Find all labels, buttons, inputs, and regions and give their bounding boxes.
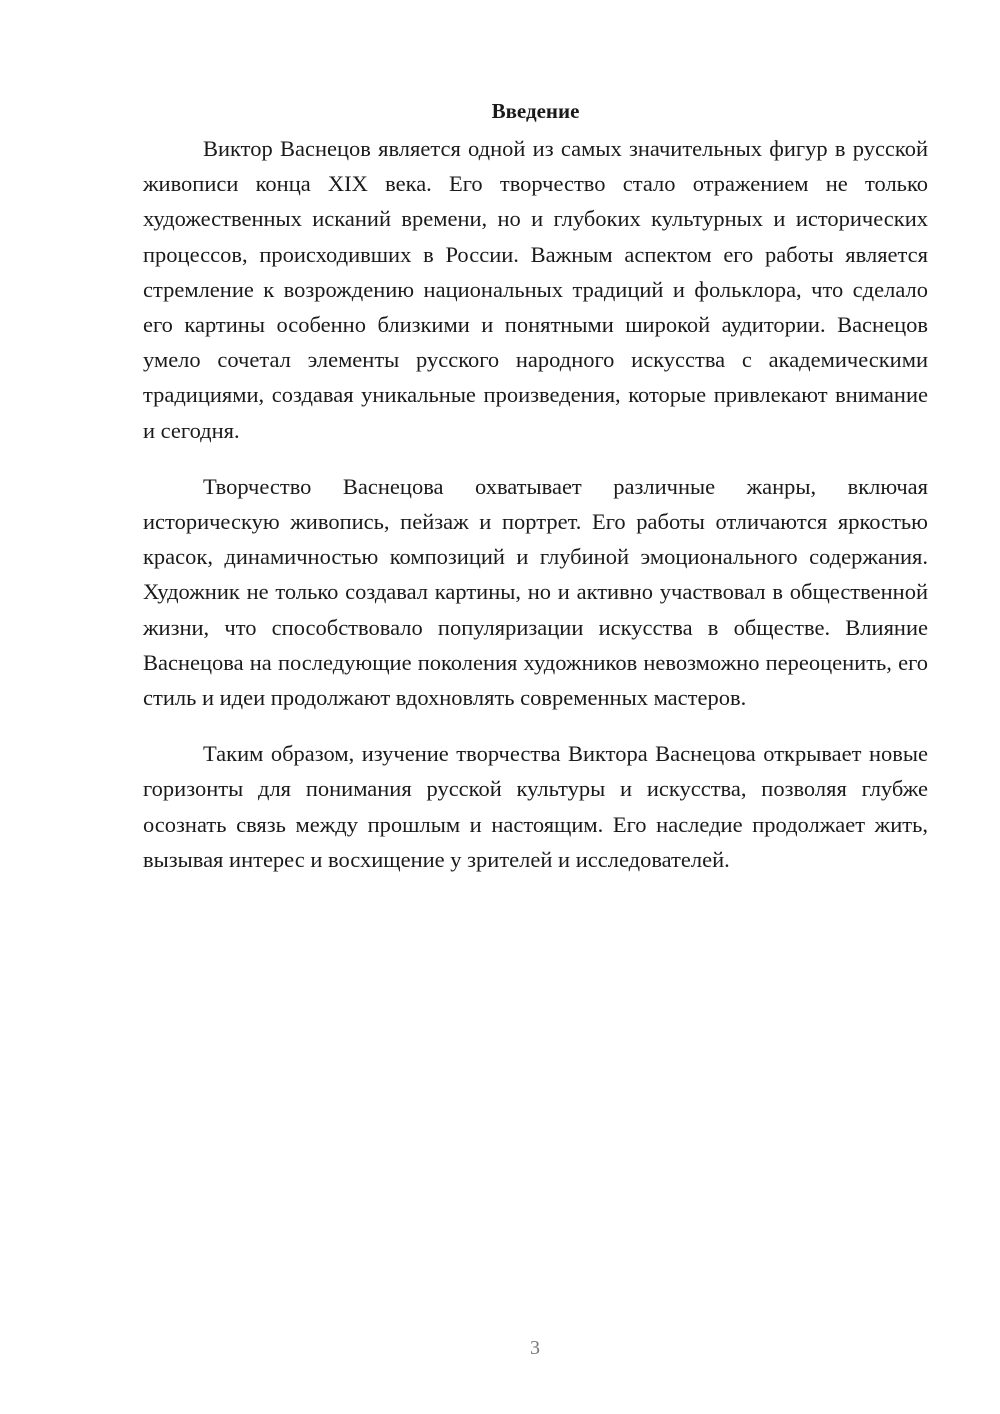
paragraph-1: Виктор Васнецов является одной из самых значительных фигур в русской живописи конца XIX века. Его творчество стало отражением не только художественных исканий времени, но и глубоких культурных и исторических процессов, происходивших в России. Важным аспектом его работы является стремление к возрождению национальных традиций и фольклора, что сделало его картины особенно близкими и понятными широкой аудитории. Васнецов умело сочетал элементы русского народного искусства с академическими традициями, создавая уникальные произведения, которые привлекают внимание и сегодня. — [143, 136, 928, 443]
section-title: Введение — [491, 99, 580, 123]
page-content — [143, 96, 928, 877]
page-number: 3 — [530, 1337, 540, 1359]
paragraph-3: Таким образом, изучение творчества Виктора Васнецова открывает новые горизонты для понимания русской культуры и искусства, позволяя глубже осознать связь между прошлым и настоящим. Его наследие продолжает жить, вызывая интерес и восхищение у зрителей и исследователей. — [143, 741, 928, 872]
paragraph-2: Творчество Васнецова охватывает различные жанры, включая историческую живопись, пейзаж и портрет. Его работы отличаются яркостью красок, динамичностью композиций и глубиной эмоционального содержания. Художник не только создавал картины, но и активно участвовал в общественной жизни, что способствовало популяризации искусства в обществе. Влияние Васнецова на последующие поколения художников невозможно переоценить, его стиль и идеи продолжают вдохновлять современных мастеров. — [143, 473, 928, 711]
